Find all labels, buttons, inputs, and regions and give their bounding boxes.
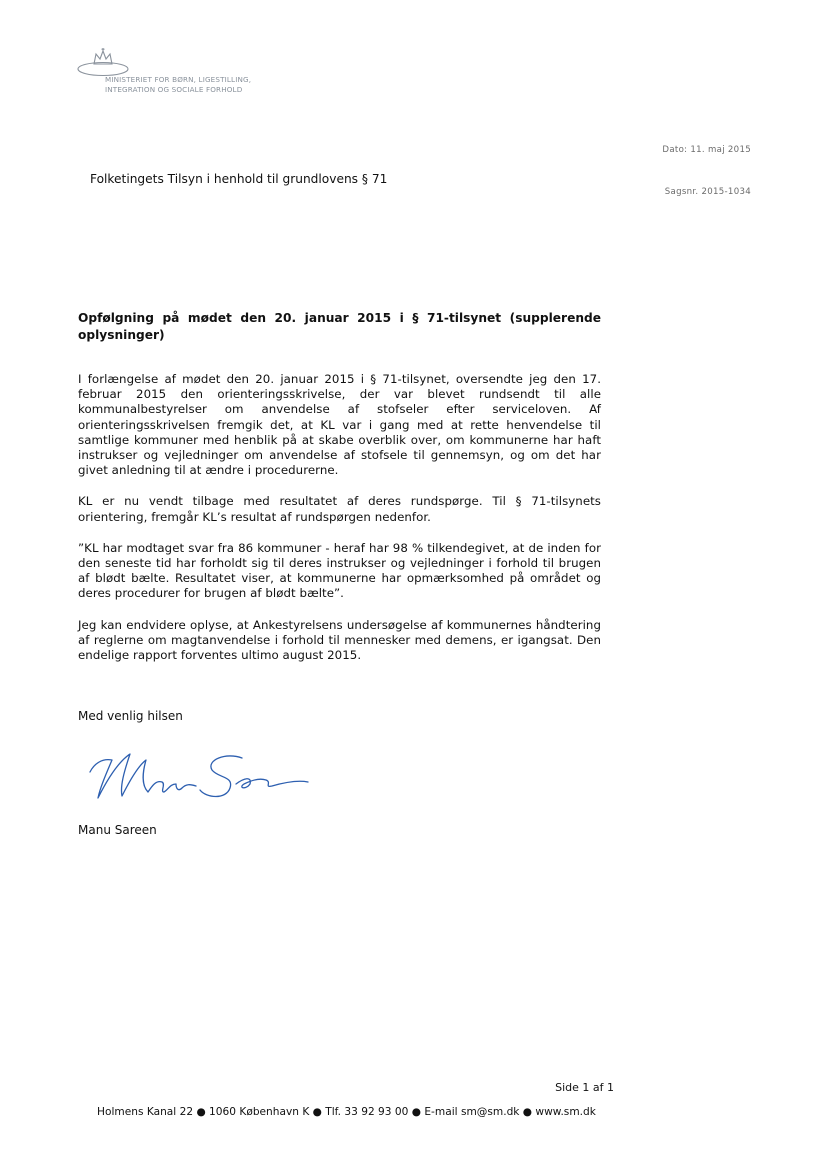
body-paragraph-2: KL er nu vendt tilbage med resultatet af deres rundspørge. Til § 71-tilsynets orientering, fremgår KL’s resultat af rundspørgen nedenfor. <box>78 494 601 524</box>
body-paragraph-3: ”KL har modtaget svar fra 86 kommuner - heraf har 98 % tilkendegivet, at de inden for den seneste tid har forholdt sig til deres instrukser og vejledninger i forhold til brugen af blødt bælte. Resultatet viser, at kommunerne har opmærksomhed på området og deres procedurer for brugen af blødt bælte”. <box>78 540 601 601</box>
subject-heading: Opfølgning på mødet den 20. januar 2015 i § 71-tilsynet (supplerende oplysninger) <box>78 311 601 342</box>
body-paragraph-1: I forlængelse af mødet den 20. januar 2015 i § 71-tilsynet, oversendte jeg den 17. februar 2015 den orienteringsskrivelse, der var blevet rundsendt til alle kommunalbestyrelser om anvendelse af stofseler efter serviceloven. Af orienteringsskrivelsen fremgik det, at KL var i gang med at rette henvendelse til samtlige kommuner med henblik på at skabe overblik over, om kommunerne har haft instrukser og vejledninger om anvendelse af stofsele til gennemsyn, og om det har givet anledning til at ændre i procedurerne. <box>78 372 601 478</box>
recipient: Folketingets Tilsyn i henhold til grundlovens § 71 <box>90 172 388 186</box>
page-number: Side 1 af 1 <box>555 1081 614 1094</box>
crown-emblem-icon <box>76 44 136 78</box>
closing-greeting: Med venlig hilsen <box>78 709 183 723</box>
ministry-name <box>105 75 251 95</box>
letter-date: Dato: 11. maj 2015 <box>662 145 751 155</box>
ministry-name-line1: MINISTERIET FOR BØRN, LIGESTILLING, <box>105 75 252 84</box>
case-number: Sagsnr. 2015-1034 <box>664 187 751 197</box>
handwritten-signature <box>86 740 316 810</box>
body-paragraph-4: Jeg kan endvidere oplyse, at Ankestyrelsens undersøgelse af kommunernes håndtering af reglerne om magtanvendelse i forhold til mennesker med demens, er igangsat. Den endelige rapport forventes ultimo august 2015. <box>78 617 601 663</box>
footer-contact: Holmens Kanal 22 ● 1060 København K ● Tlf. 33 92 93 00 ● E-mail sm@sm.dk ● www.sm.dk <box>97 1106 596 1118</box>
signer-name: Manu Sareen <box>78 823 157 837</box>
ministry-name-line2: INTEGRATION OG SOCIALE FORHOLD <box>105 85 243 94</box>
letter-body <box>78 372 601 679</box>
